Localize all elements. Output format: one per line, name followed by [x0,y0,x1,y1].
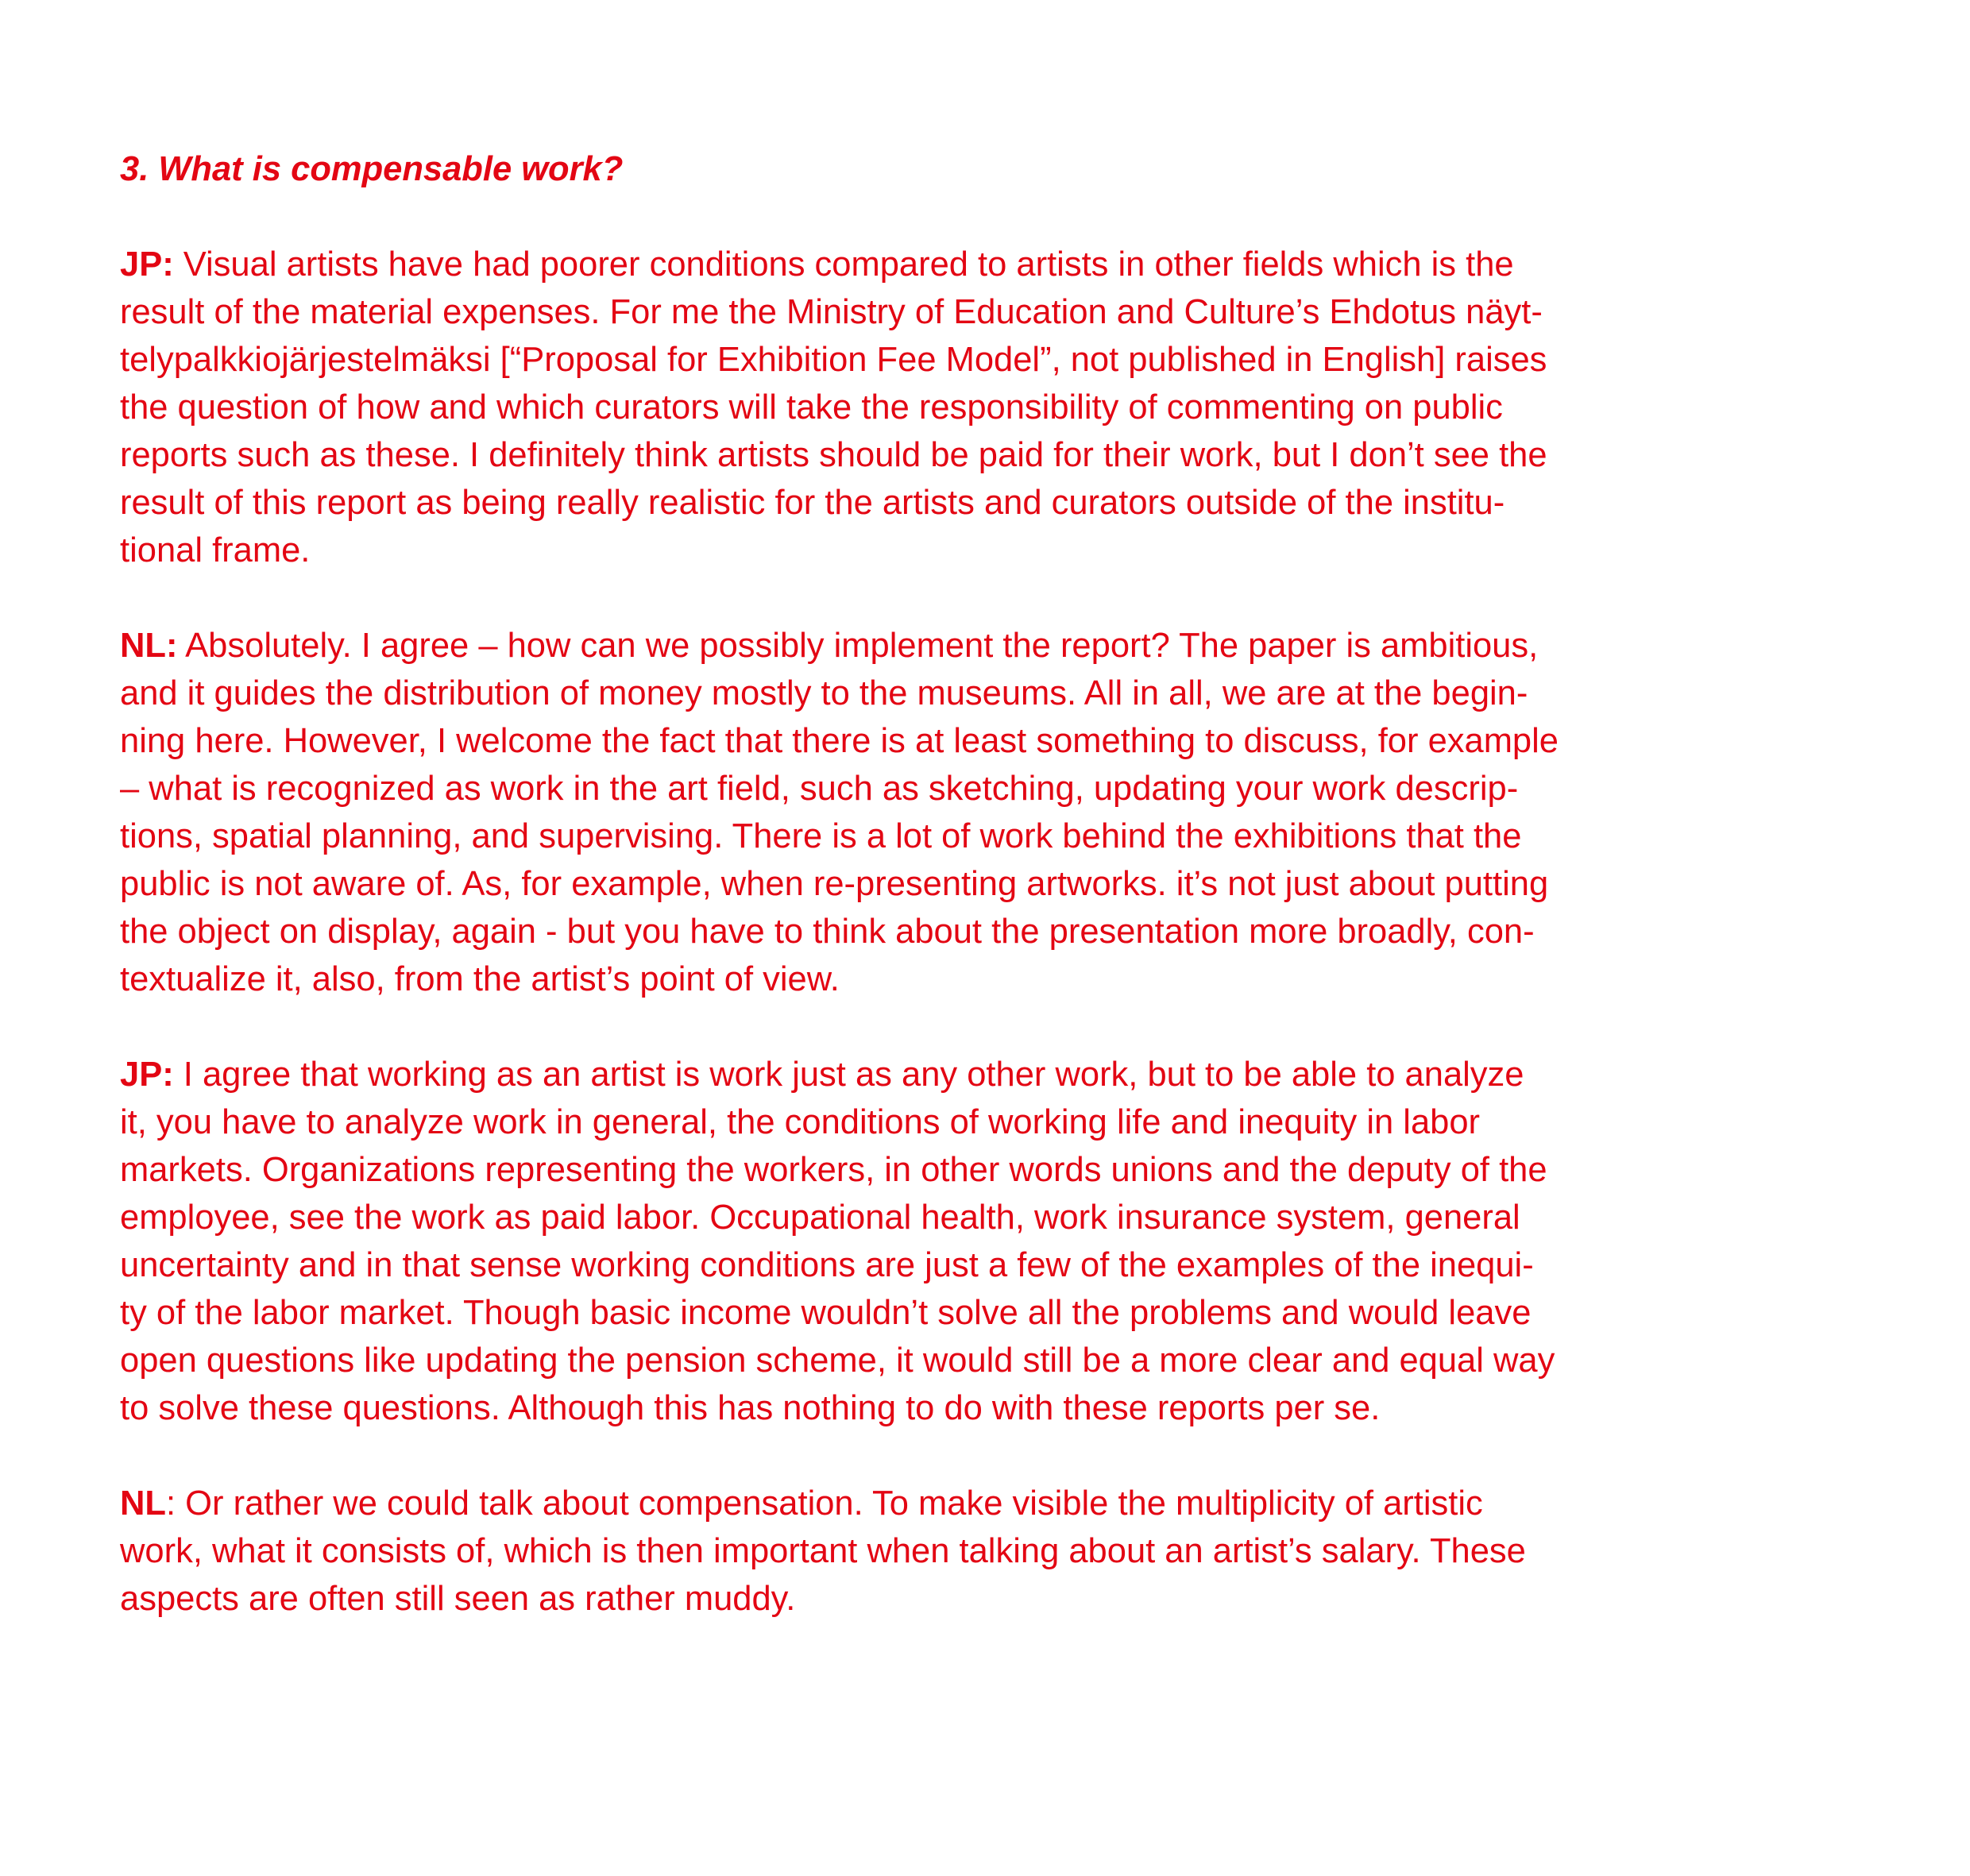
paragraph-line [120,622,1868,670]
line-text: Absolutely. I agree – how can we possibly implement the report? The paper is ambitious, [177,627,1539,665]
paragraph-line: tional frame. [120,531,311,569]
paragraph-line: to solve these questions. Although this has nothing to do with these reports per se. [120,1389,1381,1427]
paragraph-line: – what is recognized as work in the art field, such as sketching, updating your work descrip- [120,770,1519,808]
speaker-label: JP: [120,1056,174,1094]
paragraph-line: result of the material expenses. For me the Ministry of Education and Culture’s Ehdotus näyt- [120,293,1543,331]
document-page [120,145,1868,1670]
paragraph-line: result of this report as being really realistic for the artists and curators outside of the institu- [120,484,1505,522]
paragraph-line: markets. Organizations representing the workers, in other words unions and the deputy of the [120,1151,1547,1189]
paragraph-line: textualize it, also, from the artist’s point of view. [120,960,840,998]
paragraph-line: aspects are often still seen as rather muddy. [120,1580,796,1618]
paragraph-line: ty of the labor market. Though basic income wouldn’t solve all the problems and would leave [120,1294,1532,1332]
section-heading: 3. What is compensable work? [120,150,624,188]
dialogue-paragraph-nl-1 [120,622,1868,1003]
speaker-label: NL: [120,627,178,665]
paragraph-line: and it guides the distribution of money mostly to the museums. All in all, we are at the begin- [120,674,1528,712]
dialogue-paragraph-jp-2 [120,1051,1868,1432]
line-text: I agree that working as an artist is work just as any other work, but to be able to analyze [173,1056,1524,1094]
speaker-label: JP: [120,245,174,284]
speaker-label: NL [120,1484,166,1523]
paragraph-line: work, what it consists of, which is then important when talking about an artist’s salary. These [120,1532,1526,1570]
paragraph-line: telypalkkiojärjestelmäksi [“Proposal for Exhibition Fee Model”, not published in English] raises [120,341,1547,379]
line-text: : Or rather we could talk about compensation. To make visible the multiplicity of artistic [166,1484,1483,1523]
paragraph-line: employee, see the work as paid labor. Occupational health, work insurance system, general [120,1199,1520,1237]
paragraph-line [120,241,1868,288]
paragraph-line: the object on display, again - but you have to think about the presentation more broadly, con- [120,913,1535,951]
paragraph-line: open questions like updating the pension scheme, it would still be a more clear and equal way [120,1341,1555,1380]
paragraph-line: reports such as these. I definitely think artists should be paid for their work, but I don’t see the [120,436,1547,474]
dialogue-paragraph-jp-1 [120,241,1868,574]
paragraph-line: ning here. However, I welcome the fact that there is at least something to discuss, for example [120,722,1559,760]
paragraph-line: it, you have to analyze work in general, the conditions of working life and inequity in labor [120,1103,1481,1141]
paragraph-line: public is not aware of. As, for example, when re-presenting artworks. it’s not just about putting [120,865,1549,903]
paragraph-line: the question of how and which curators will take the responsibility of commenting on public [120,388,1503,427]
paragraph-line: uncertainty and in that sense working conditions are just a few of the examples of the inequi- [120,1246,1534,1284]
line-text: Visual artists have had poorer conditions compared to artists in other fields which is the [173,245,1514,284]
paragraph-line: tions, spatial planning, and supervising. There is a lot of work behind the exhibitions that the [120,817,1522,855]
paragraph-line [120,1480,1868,1527]
dialogue-paragraph-nl-2 [120,1480,1868,1623]
paragraph-line [120,1051,1868,1098]
